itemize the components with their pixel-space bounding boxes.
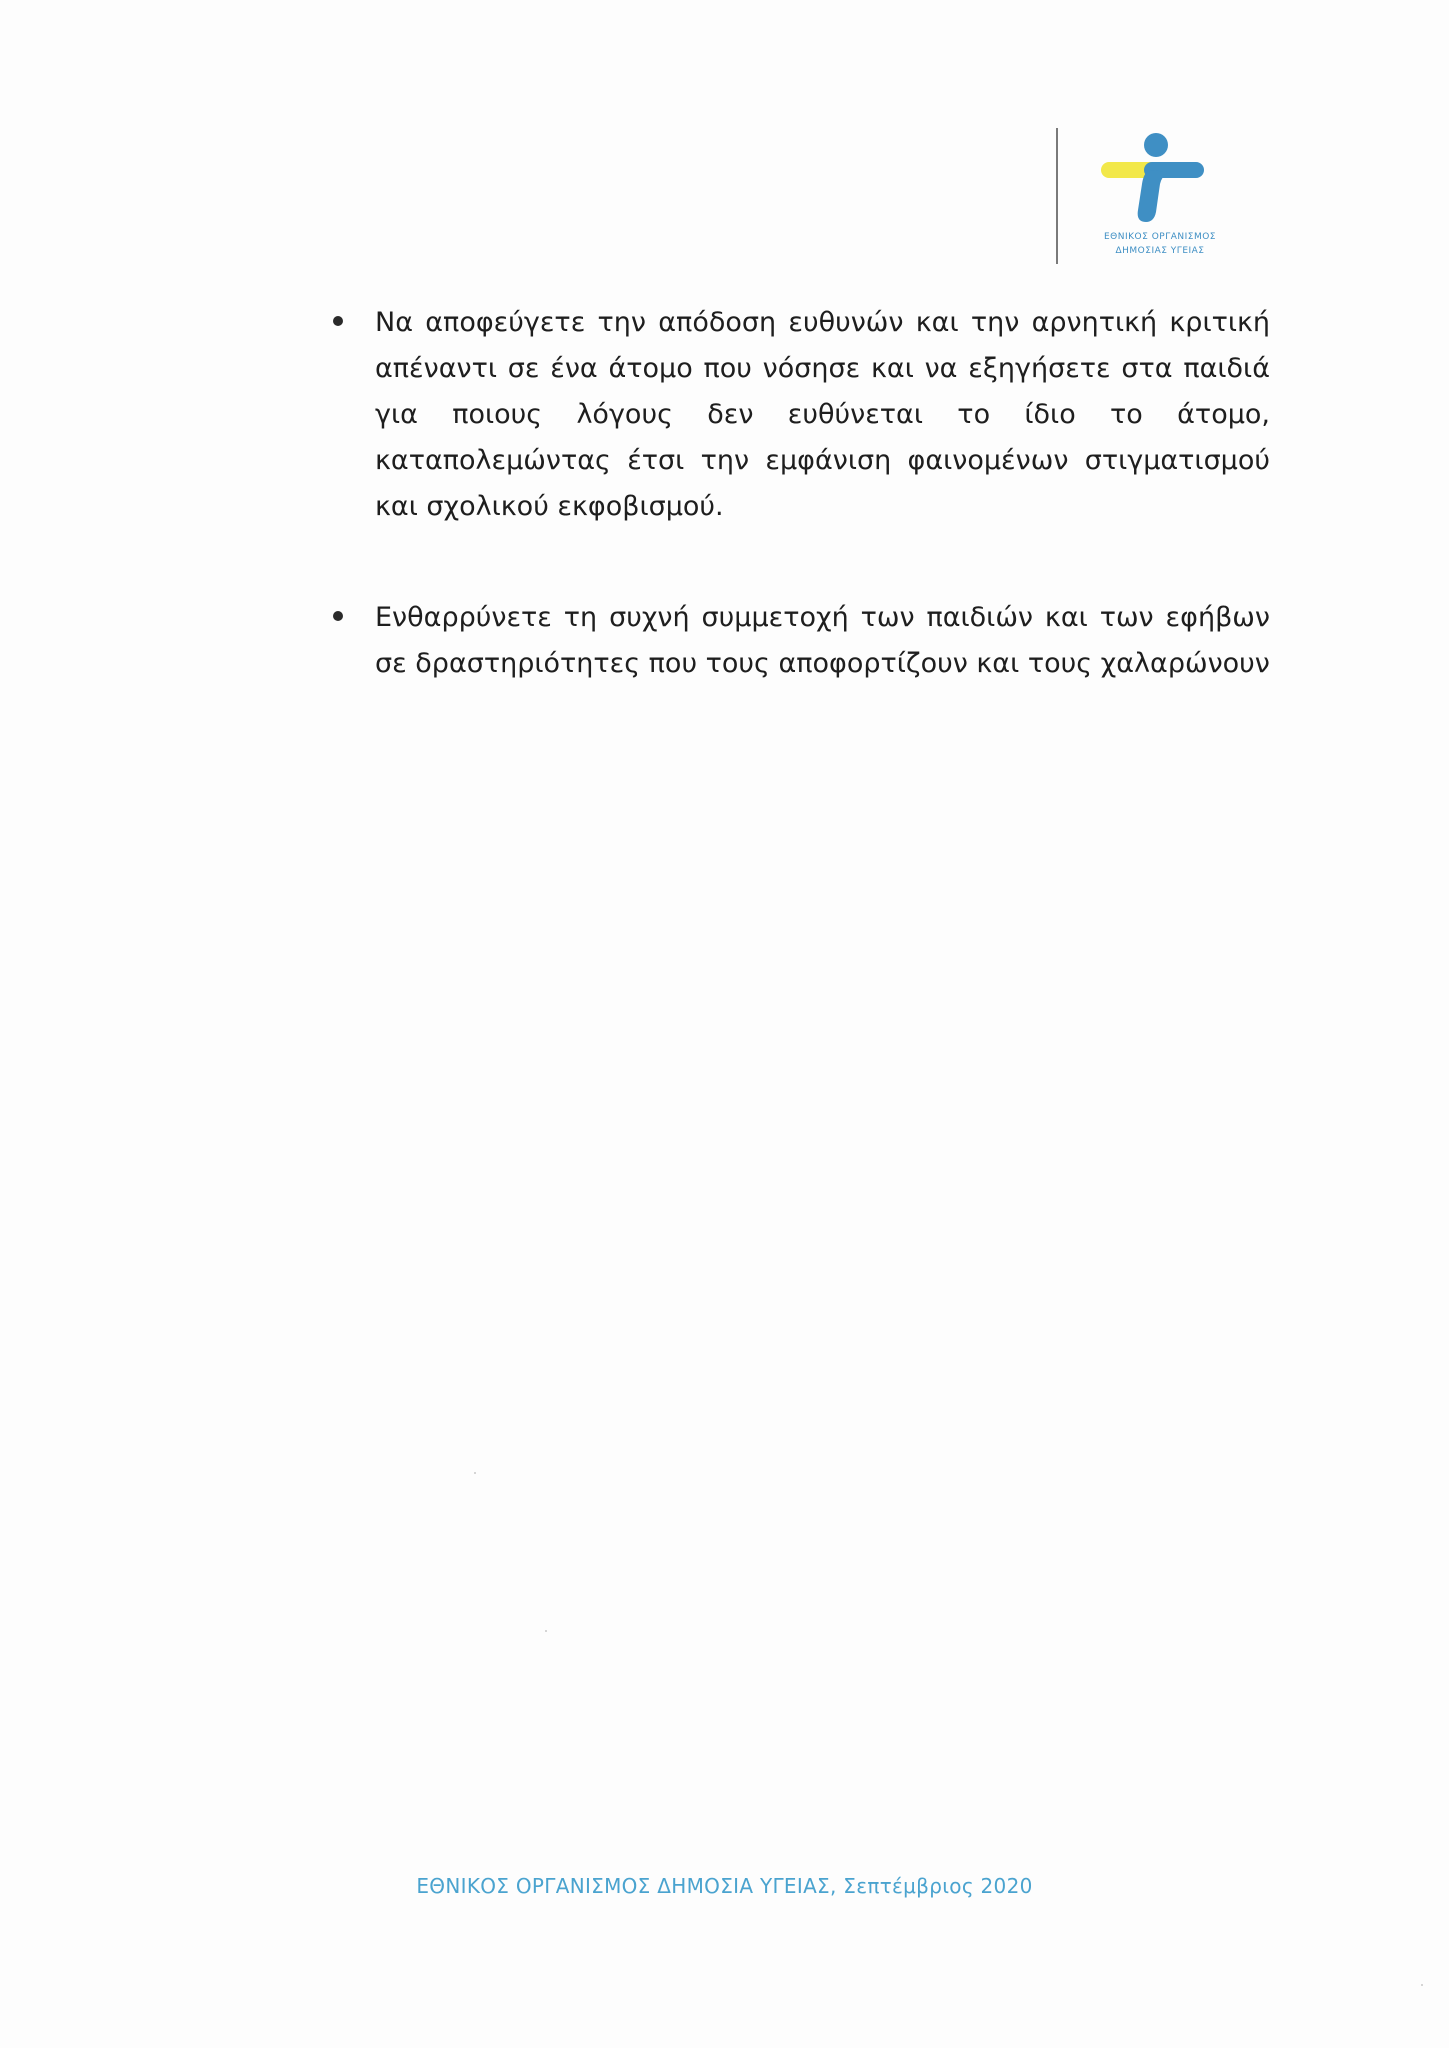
logo-text-line2: ΔΗΜΟΣΙΑΣ ΥΓΕΙΑΣ xyxy=(1115,246,1205,256)
scan-speck xyxy=(474,1472,476,1474)
bullet-icon xyxy=(333,611,343,621)
eody-logo xyxy=(1090,128,1230,268)
scan-speck xyxy=(545,1630,547,1632)
logo-divider xyxy=(1056,128,1058,264)
bullet-icon xyxy=(333,316,343,326)
page-footer: ΕΘΝΙΚΟΣ ΟΡΓΑΝΙΣΜΟΣ ΔΗΜΟΣΙΑ ΥΓΕΙΑΣ, Σεπτέμβριος 2020 xyxy=(416,1874,1033,1898)
bullet-text: Ενθαρρύνετε τη συχνή συμμετοχή των παιδιών και των εφήβων σε δραστηριότητες που τους αποφορτίζουν και τους χαλαρώνουν xyxy=(375,602,1270,679)
bullet-text: Να αποφεύγετε την απόδοση ευθυνών και την αρνητική κριτική απέναντι σε ένα άτομο που νόσησε και να εξηγήσετε στα παιδιά για ποιους λόγους δεν ευθύνεται το ίδιο το άτομο, καταπολεμώντας έτσι την εμφάνιση φαινομένων στιγματισμού και σχολικού εκφοβισμού. xyxy=(375,307,1270,522)
eody-logo-icon xyxy=(1090,128,1230,232)
scan-speck xyxy=(1421,1984,1423,1986)
bullet-list xyxy=(330,300,1270,752)
list-item xyxy=(330,595,1270,687)
list-item xyxy=(330,300,1270,530)
logo-text-line1: ΕΘΝΙΚΟΣ ΟΡΓΑΝΙΣΜΟΣ xyxy=(1104,232,1216,242)
